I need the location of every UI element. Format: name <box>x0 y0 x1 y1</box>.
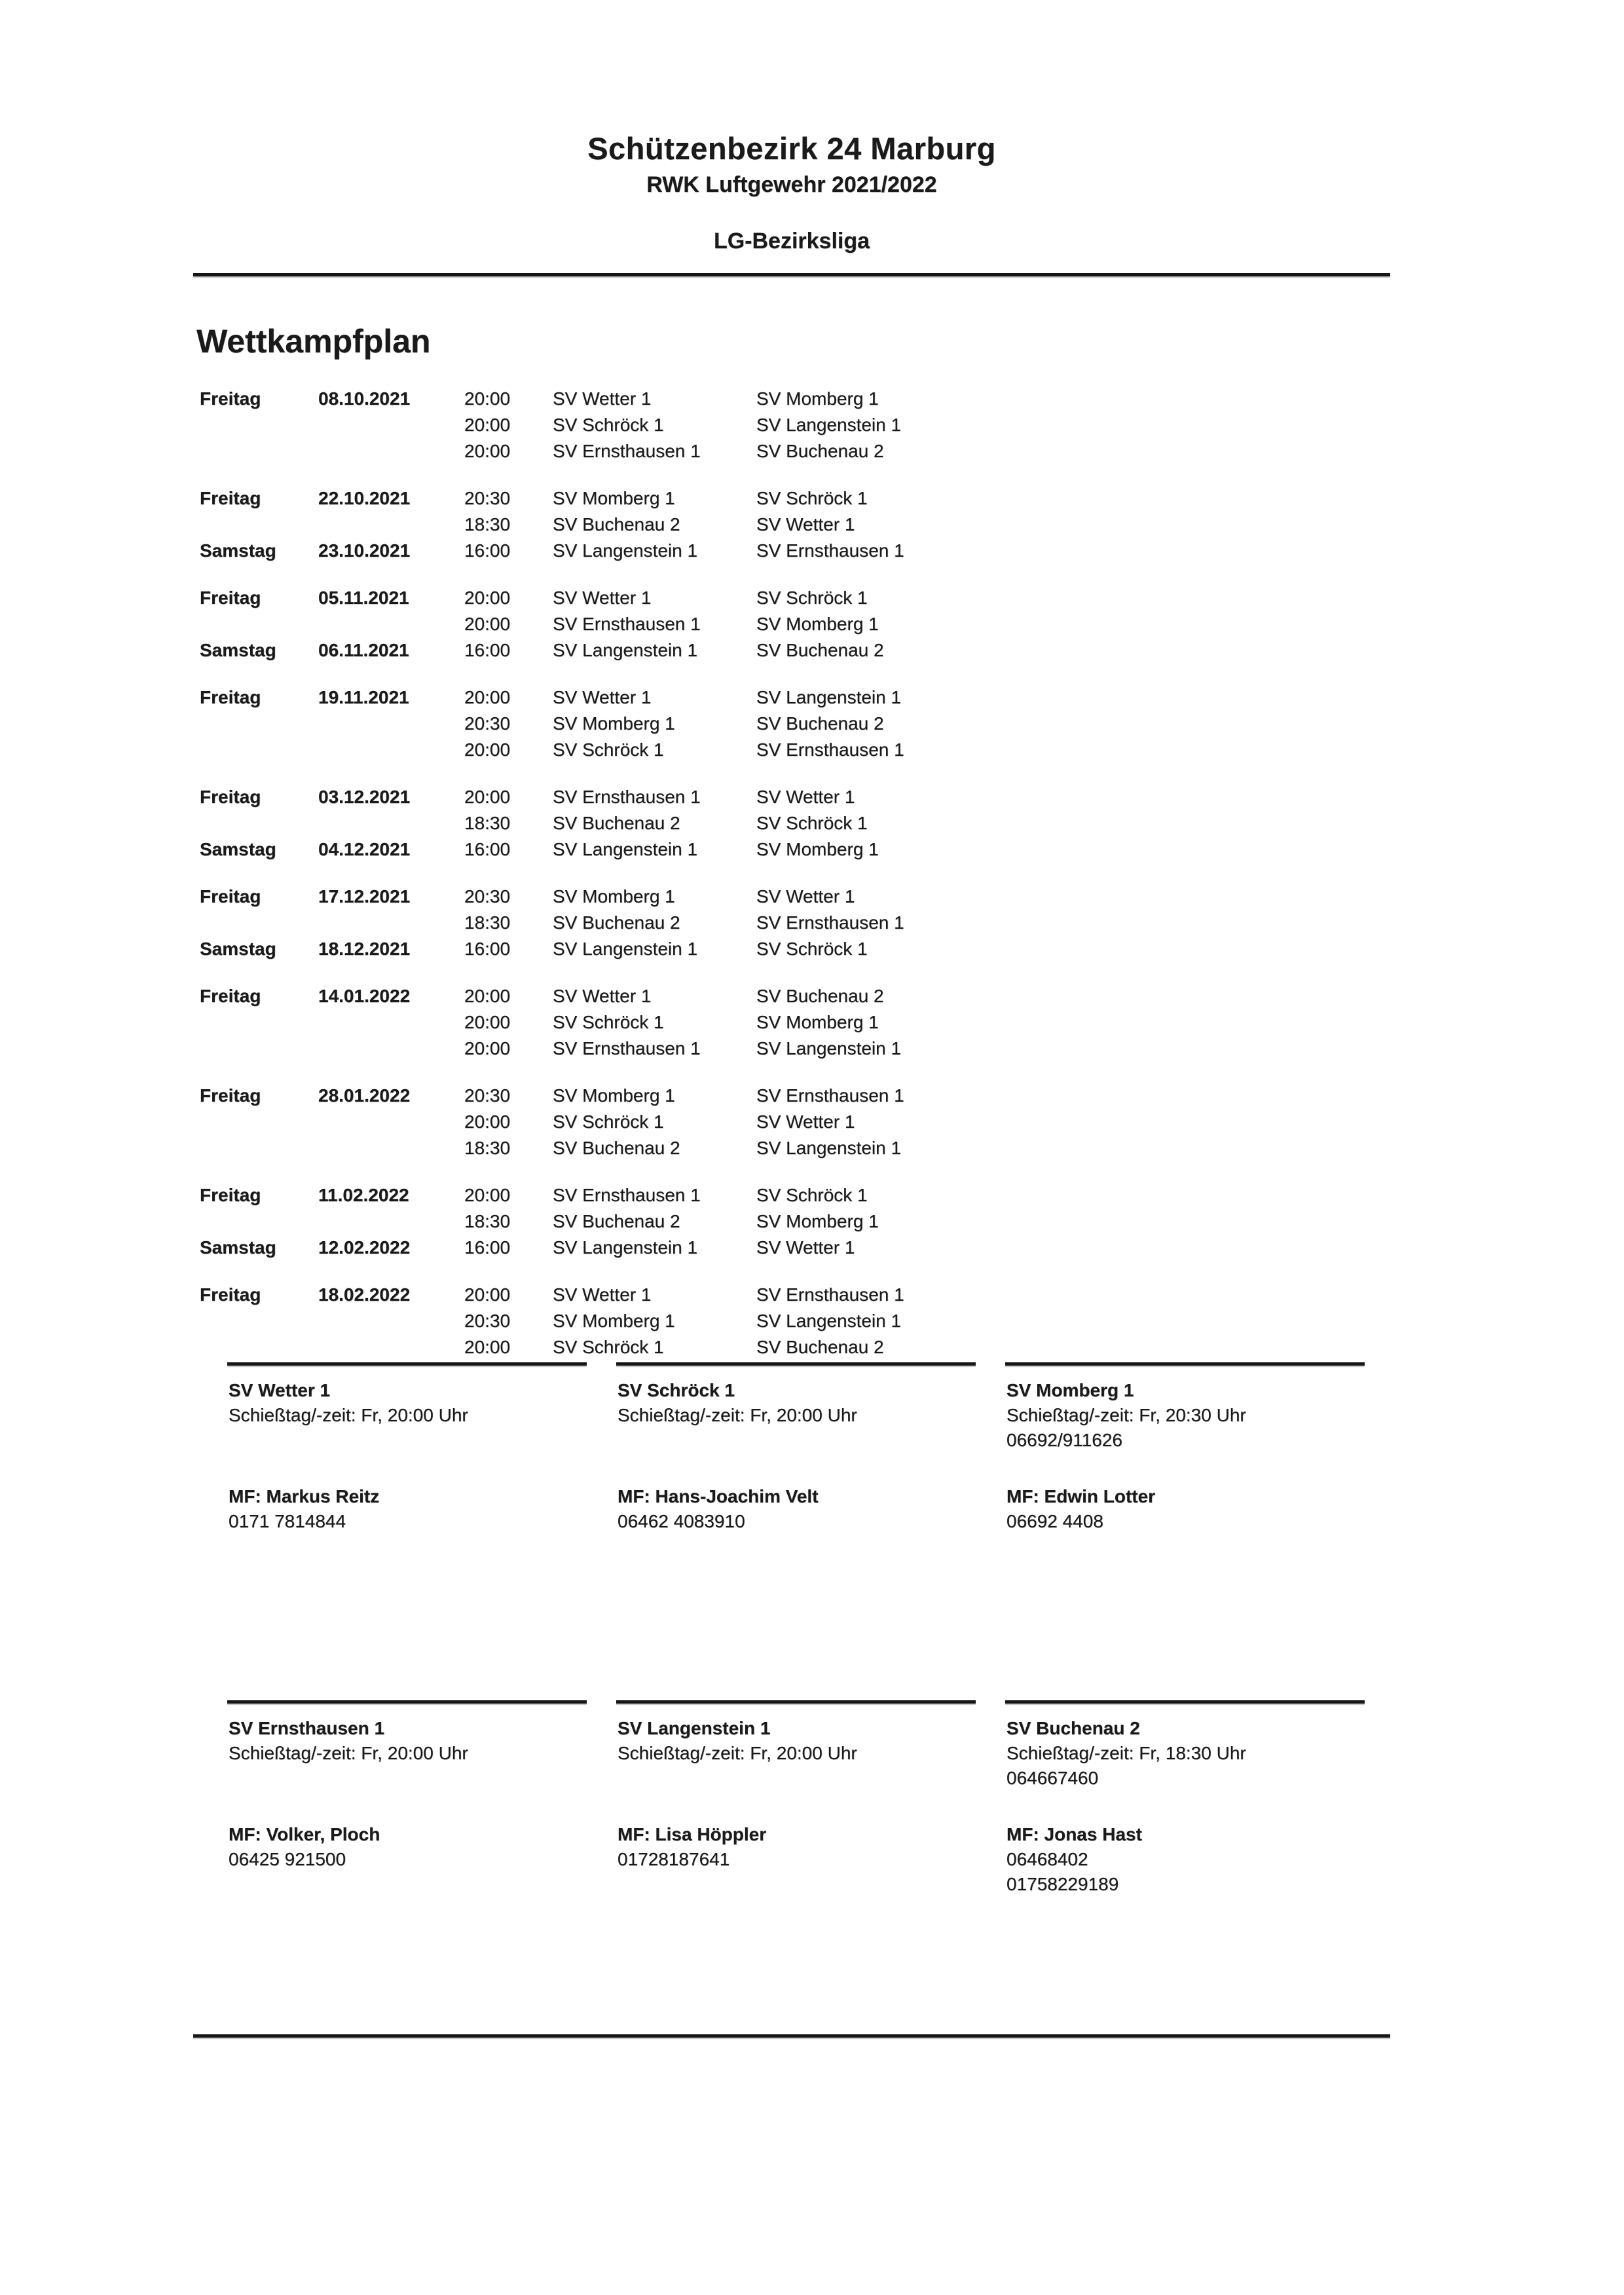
match-date: 08.10.2021 <box>318 388 411 409</box>
away-team: SV Buchenau 2 <box>756 986 884 1006</box>
match-time: 20:00 <box>464 1038 511 1058</box>
home-team: SV Wetter 1 <box>553 388 652 409</box>
home-team: SV Momberg 1 <box>553 488 675 508</box>
match-time: 20:30 <box>464 1085 511 1106</box>
team-manager-block <box>1006 1822 1142 1897</box>
home-team: SV Schröck 1 <box>553 1012 664 1032</box>
away-team: SV Langenstein 1 <box>756 687 902 707</box>
match-date <box>318 737 464 763</box>
match-row <box>200 711 1038 737</box>
match-group <box>200 784 1038 863</box>
home-team: SV Ernsthausen 1 <box>553 1038 701 1058</box>
match-day <box>200 810 318 836</box>
match-group <box>200 983 1038 1062</box>
away-team: SV Wetter 1 <box>756 787 855 807</box>
team-manager-block <box>229 1484 379 1534</box>
home-team: SV Schröck 1 <box>553 1337 664 1357</box>
away-team: SV Momberg 1 <box>756 839 879 859</box>
home-team: SV Wetter 1 <box>553 986 652 1006</box>
match-row <box>200 438 1038 464</box>
match-time: 18:30 <box>464 912 511 933</box>
manager-phone: 06468402 <box>1006 1849 1088 1869</box>
match-date: 17.12.2021 <box>318 886 411 906</box>
team-name: SV Wetter 1 <box>229 1380 331 1400</box>
match-row <box>200 611 1038 637</box>
match-time: 18:30 <box>464 514 511 534</box>
team-info-card <box>616 1362 976 1677</box>
match-day <box>200 1135 318 1161</box>
match-row <box>200 1135 1038 1161</box>
match-row <box>200 637 1038 663</box>
team-divider <box>616 1700 976 1704</box>
home-team: SV Wetter 1 <box>553 687 652 707</box>
match-row <box>200 412 1038 438</box>
match-time: 20:00 <box>464 986 511 1006</box>
match-row <box>200 884 1038 910</box>
team-shooting-time: Schießtag/-zeit: Fr, 18:30 Uhr <box>1006 1743 1246 1763</box>
manager-phone: 06462 4083910 <box>618 1511 745 1531</box>
manager-phone: 06425 921500 <box>229 1849 346 1869</box>
away-team: SV Wetter 1 <box>756 514 855 534</box>
match-time: 20:00 <box>464 739 511 760</box>
section-title: Wettkampfplan <box>196 323 431 360</box>
match-time: 18:30 <box>464 1138 511 1158</box>
team-name: SV Buchenau 2 <box>1006 1718 1140 1738</box>
manager-name: MF: Lisa Höppler <box>618 1824 767 1844</box>
home-team: SV Buchenau 2 <box>553 1138 680 1158</box>
manager-name: MF: Hans-Joachim Velt <box>618 1486 819 1506</box>
team-header <box>618 1378 857 1428</box>
match-day <box>200 1109 318 1135</box>
match-time: 20:00 <box>464 787 511 807</box>
match-day <box>200 1009 318 1036</box>
match-day: Freitag <box>200 1185 261 1205</box>
match-schedule <box>200 386 1038 1381</box>
team-header <box>229 1378 468 1428</box>
match-day: Freitag <box>200 388 261 409</box>
footer-divider <box>193 2034 1390 2038</box>
match-day: Freitag <box>200 787 261 807</box>
match-time: 16:00 <box>464 839 511 859</box>
match-row <box>200 936 1038 962</box>
away-team: SV Buchenau 2 <box>756 441 884 461</box>
match-time: 20:00 <box>464 415 511 435</box>
match-group <box>200 884 1038 962</box>
away-team: SV Ernsthausen 1 <box>756 1085 904 1106</box>
match-day <box>200 737 318 763</box>
match-day <box>200 438 318 464</box>
match-date: 28.01.2022 <box>318 1085 411 1106</box>
match-group <box>200 386 1038 464</box>
match-group <box>200 1182 1038 1261</box>
manager-phone: 01758229189 <box>1006 1874 1119 1894</box>
away-team: SV Ernsthausen 1 <box>756 1284 904 1305</box>
match-time: 16:00 <box>464 939 511 959</box>
league-name: LG-Bezirksliga <box>713 229 870 253</box>
match-date: 23.10.2021 <box>318 540 411 561</box>
home-team: SV Momberg 1 <box>553 1311 675 1331</box>
match-date: 18.12.2021 <box>318 939 411 959</box>
away-team: SV Schröck 1 <box>756 1185 868 1205</box>
match-day: Samstag <box>200 839 276 859</box>
manager-phone: 01728187641 <box>618 1849 730 1869</box>
match-row <box>200 386 1038 412</box>
away-team: SV Schröck 1 <box>756 488 868 508</box>
match-day: Freitag <box>200 687 261 707</box>
away-team: SV Langenstein 1 <box>756 415 902 435</box>
match-time: 20:00 <box>464 1185 511 1205</box>
manager-name: MF: Markus Reitz <box>229 1486 380 1506</box>
match-day: Freitag <box>200 1284 261 1305</box>
match-date: 22.10.2021 <box>318 488 411 508</box>
match-date <box>318 438 464 464</box>
away-team: SV Ernsthausen 1 <box>756 739 904 760</box>
match-time: 20:00 <box>464 1284 511 1305</box>
match-date <box>318 1009 464 1036</box>
header-divider <box>193 273 1390 276</box>
team-info-card <box>227 1362 587 1677</box>
match-date <box>318 611 464 637</box>
team-header <box>1006 1716 1246 1791</box>
home-team: SV Wetter 1 <box>553 588 652 608</box>
team-info-card <box>1005 1362 1365 1677</box>
team-shooting-time: Schießtag/-zeit: Fr, 20:00 Uhr <box>618 1743 857 1763</box>
home-team: SV Momberg 1 <box>553 1085 675 1106</box>
document-subtitle: RWK Luftgewehr 2021/2022 <box>646 172 937 197</box>
home-team: SV Buchenau 2 <box>553 813 680 833</box>
away-team: SV Momberg 1 <box>756 388 879 409</box>
match-date: 04.12.2021 <box>318 839 411 859</box>
home-team: SV Wetter 1 <box>553 1284 652 1305</box>
match-row <box>200 737 1038 763</box>
home-team: SV Schröck 1 <box>553 739 664 760</box>
match-day <box>200 1208 318 1235</box>
match-date: 05.11.2021 <box>318 588 409 608</box>
manager-phone: 0171 7814844 <box>229 1511 346 1531</box>
match-day: Samstag <box>200 1237 276 1258</box>
team-manager-block <box>618 1484 819 1534</box>
match-group <box>200 485 1038 564</box>
match-row <box>200 784 1038 810</box>
document-header <box>193 131 1390 254</box>
home-team: SV Ernsthausen 1 <box>553 441 701 461</box>
match-row <box>200 585 1038 611</box>
match-row <box>200 1235 1038 1261</box>
match-time: 20:30 <box>464 488 511 508</box>
match-time: 20:30 <box>464 713 511 734</box>
match-row <box>200 983 1038 1009</box>
team-divider <box>1005 1700 1365 1704</box>
match-date <box>318 512 464 538</box>
match-time: 20:30 <box>464 886 511 906</box>
match-group <box>200 1083 1038 1161</box>
away-team: SV Momberg 1 <box>756 614 879 634</box>
home-team: SV Buchenau 2 <box>553 1211 680 1231</box>
match-day: Samstag <box>200 939 276 959</box>
team-shooting-time: Schießtag/-zeit: Fr, 20:00 Uhr <box>229 1405 468 1425</box>
match-time: 16:00 <box>464 540 511 561</box>
home-team: SV Langenstein 1 <box>553 1237 698 1258</box>
match-date <box>318 1036 464 1062</box>
home-team: SV Langenstein 1 <box>553 939 698 959</box>
away-team: SV Buchenau 2 <box>756 713 884 734</box>
match-date <box>318 1308 464 1334</box>
home-team: SV Ernsthausen 1 <box>553 787 701 807</box>
manager-name: MF: Jonas Hast <box>1006 1824 1142 1844</box>
manager-name: MF: Edwin Lotter <box>1006 1486 1156 1506</box>
match-day: Samstag <box>200 540 276 561</box>
match-time: 18:30 <box>464 813 511 833</box>
match-date: 14.01.2022 <box>318 986 411 1006</box>
match-row <box>200 485 1038 512</box>
manager-phone: 06692 4408 <box>1006 1511 1103 1531</box>
away-team: SV Wetter 1 <box>756 886 855 906</box>
match-row <box>200 836 1038 863</box>
team-info-card <box>227 1700 587 2015</box>
team-manager-block <box>229 1822 380 1872</box>
away-team: SV Langenstein 1 <box>756 1311 902 1331</box>
away-team: SV Schröck 1 <box>756 588 868 608</box>
away-team: SV Langenstein 1 <box>756 1138 902 1158</box>
match-row <box>200 1282 1038 1308</box>
match-time: 20:00 <box>464 388 511 409</box>
match-time: 20:00 <box>464 1111 511 1132</box>
match-day <box>200 910 318 936</box>
match-date <box>318 412 464 438</box>
match-time: 20:00 <box>464 441 511 461</box>
home-team: SV Langenstein 1 <box>553 839 698 859</box>
away-team: SV Wetter 1 <box>756 1237 855 1258</box>
match-group <box>200 585 1038 663</box>
match-day: Freitag <box>200 986 261 1006</box>
match-row <box>200 1182 1038 1208</box>
away-team: SV Buchenau 2 <box>756 1337 884 1357</box>
match-date <box>318 1135 464 1161</box>
team-divider <box>227 1700 587 1704</box>
match-row <box>200 810 1038 836</box>
away-team: SV Momberg 1 <box>756 1012 879 1032</box>
match-row <box>200 1208 1038 1235</box>
team-phone: 064667460 <box>1006 1768 1099 1788</box>
away-team: SV Ernsthausen 1 <box>756 912 904 933</box>
home-team: SV Buchenau 2 <box>553 912 680 933</box>
team-shooting-time: Schießtag/-zeit: Fr, 20:30 Uhr <box>1006 1405 1246 1425</box>
home-team: SV Schröck 1 <box>553 415 664 435</box>
match-day: Freitag <box>200 886 261 906</box>
team-header <box>229 1716 468 1766</box>
team-shooting-time: Schießtag/-zeit: Fr, 20:00 Uhr <box>618 1405 857 1425</box>
match-time: 20:00 <box>464 1337 511 1357</box>
away-team: SV Langenstein 1 <box>756 1038 902 1058</box>
match-group <box>200 1282 1038 1360</box>
match-date: 12.02.2022 <box>318 1237 411 1258</box>
match-day: Samstag <box>200 640 276 660</box>
match-date: 11.02.2022 <box>318 1185 409 1205</box>
home-team: SV Langenstein 1 <box>553 540 698 561</box>
document-title: Schützenbezirk 24 Marburg <box>587 131 996 166</box>
match-day <box>200 1036 318 1062</box>
match-day <box>200 512 318 538</box>
match-date <box>318 1109 464 1135</box>
team-phone: 06692/911626 <box>1006 1430 1122 1450</box>
away-team: SV Ernsthausen 1 <box>756 540 904 561</box>
match-date: 19.11.2021 <box>318 687 409 707</box>
match-row <box>200 1308 1038 1334</box>
match-row <box>200 910 1038 936</box>
match-row <box>200 538 1038 564</box>
home-team: SV Langenstein 1 <box>553 640 698 660</box>
team-header <box>1006 1378 1246 1453</box>
team-shooting-time: Schießtag/-zeit: Fr, 20:00 Uhr <box>229 1743 468 1763</box>
match-row <box>200 1083 1038 1109</box>
match-time: 16:00 <box>464 640 511 660</box>
match-day: Freitag <box>200 588 261 608</box>
team-name: SV Momberg 1 <box>1006 1380 1134 1400</box>
team-name: SV Langenstein 1 <box>618 1718 771 1738</box>
match-day <box>200 711 318 737</box>
match-day <box>200 611 318 637</box>
match-row <box>200 1334 1038 1360</box>
match-date: 06.11.2021 <box>318 640 409 660</box>
team-divider <box>227 1362 587 1366</box>
team-info-section <box>227 1362 1399 2017</box>
match-date <box>318 910 464 936</box>
team-header <box>618 1716 857 1766</box>
away-team: SV Schröck 1 <box>756 813 868 833</box>
match-day <box>200 1308 318 1334</box>
manager-name: MF: Volker, Ploch <box>229 1824 380 1844</box>
team-info-card <box>1005 1700 1365 2015</box>
match-row <box>200 1009 1038 1036</box>
match-day: Freitag <box>200 488 261 508</box>
match-time: 20:00 <box>464 588 511 608</box>
match-date: 03.12.2021 <box>318 787 411 807</box>
match-day <box>200 412 318 438</box>
away-team: SV Momberg 1 <box>756 1211 879 1231</box>
team-name: SV Schröck 1 <box>618 1380 735 1400</box>
match-date <box>318 711 464 737</box>
match-time: 20:30 <box>464 1311 511 1331</box>
home-team: SV Ernsthausen 1 <box>553 614 701 634</box>
match-time: 20:00 <box>464 614 511 634</box>
home-team: SV Schröck 1 <box>553 1111 664 1132</box>
match-row <box>200 512 1038 538</box>
match-day: Freitag <box>200 1085 261 1106</box>
home-team: SV Momberg 1 <box>553 886 675 906</box>
match-day <box>200 1334 318 1360</box>
team-divider <box>1005 1362 1365 1366</box>
match-date <box>318 1208 464 1235</box>
home-team: SV Momberg 1 <box>553 713 675 734</box>
team-info-card <box>616 1700 976 2015</box>
match-group <box>200 684 1038 763</box>
match-row <box>200 1109 1038 1135</box>
match-time: 20:00 <box>464 687 511 707</box>
match-time: 20:00 <box>464 1012 511 1032</box>
home-team: SV Ernsthausen 1 <box>553 1185 701 1205</box>
home-team: SV Buchenau 2 <box>553 514 680 534</box>
team-manager-block <box>1006 1484 1155 1534</box>
match-date <box>318 1334 464 1360</box>
team-name: SV Ernsthausen 1 <box>229 1718 385 1738</box>
team-divider <box>616 1362 976 1366</box>
match-row <box>200 1036 1038 1062</box>
match-date <box>318 810 464 836</box>
away-team: SV Buchenau 2 <box>756 640 884 660</box>
team-manager-block <box>618 1822 766 1872</box>
match-time: 16:00 <box>464 1237 511 1258</box>
match-time: 18:30 <box>464 1211 511 1231</box>
match-date: 18.02.2022 <box>318 1284 411 1305</box>
match-row <box>200 684 1038 711</box>
away-team: SV Wetter 1 <box>756 1111 855 1132</box>
away-team: SV Schröck 1 <box>756 939 868 959</box>
